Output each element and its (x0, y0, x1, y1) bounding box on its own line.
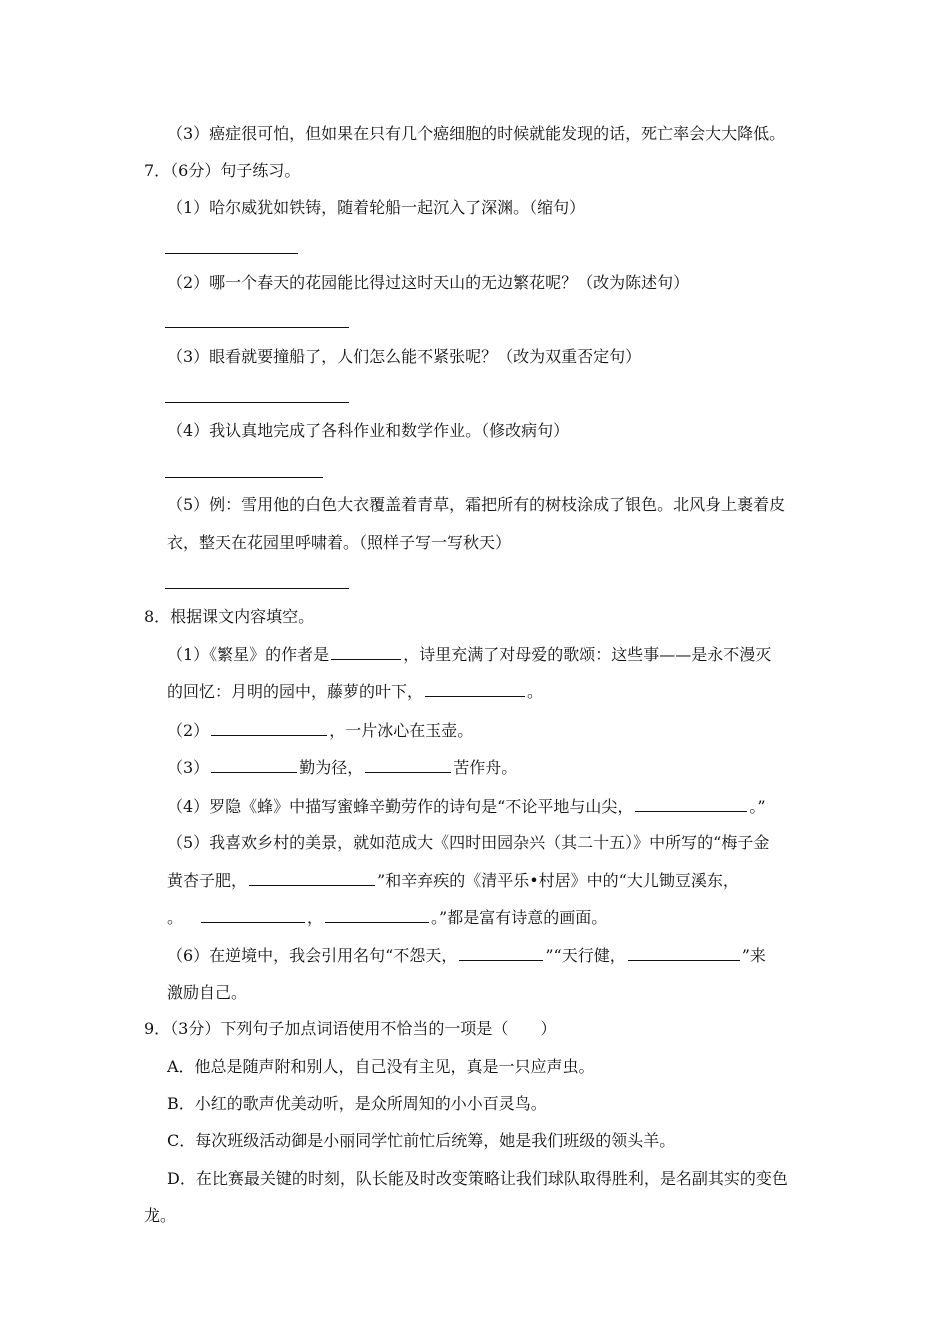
q8-blank-author[interactable] (331, 643, 401, 660)
q8-item5-text-c: ”和辛弃疾的《清平乐•村居》中的“大儿锄豆溪东， (377, 871, 739, 890)
q8-item5-line1: （5）我喜欢乡村的美景，就如范成大《四时田园杂兴（其二十五）》中所写的“梅子金 (167, 833, 770, 852)
q8-item5-text-e: ， (307, 908, 324, 927)
q7-title: 7．（6分）句子练习。 (144, 161, 301, 180)
q8-blank-6a[interactable] (459, 944, 543, 961)
q9-option-c[interactable]: C．每次班级活动御是小丽同学忙前忙后统筹，她是我们班级的领头羊。 (167, 1131, 676, 1150)
q7-answer-line-1[interactable] (165, 253, 298, 254)
q9-option-d-line1[interactable]: D．在比赛最关键的时刻，队长能及时改变策略让我们球队取得胜利，是名副其实的变色 (167, 1169, 788, 1188)
q8-item3-text-c: 苦作舟。 (453, 758, 518, 777)
q8-blank-2[interactable] (211, 719, 327, 736)
q9-option-a[interactable]: A．他总是随声附和别人，自己没有主见，真是一只应声虫。 (167, 1057, 595, 1076)
q8-item4 (167, 795, 766, 818)
q8-blank-4[interactable] (635, 795, 747, 812)
q8-blank-5a[interactable] (249, 869, 375, 886)
q8-blank-3b[interactable] (365, 756, 451, 773)
q9-option-b[interactable]: B．小红的歌声优美动听，是众所周知的小小百灵鸟。 (167, 1094, 547, 1113)
q7-answer-line-4[interactable] (165, 477, 323, 478)
q8-item3-text-a: （3） (167, 758, 210, 777)
q8-item5-line3 (167, 906, 607, 929)
q8-item5-text-b: 黄杏子肥， (167, 871, 248, 890)
q8-item1-text-c: 的回忆：月明的园中，藤萝的叶下， (167, 682, 424, 701)
q8-item2 (167, 719, 473, 742)
q8-item3-text-b: 勤为径， (299, 758, 364, 777)
q7-item5-line1: （5）例：雪用他的白色大衣覆盖着青草，霜把所有的树枝涂成了银色。北风身上裹着皮 (167, 495, 786, 514)
q6-item3: （3）癌症很可怕，但如果在只有几个癌细胞的时候就能发现的话，死亡率会大大降低。 (167, 124, 786, 143)
q8-blank-5c[interactable] (325, 906, 429, 923)
q8-item1-text-b: ，诗里充满了对母爱的歌颂：这些事——是永不漫灭 (403, 645, 772, 664)
q9-option-d-line2: 龙。 (144, 1206, 177, 1225)
q8-blank-5b[interactable] (201, 906, 305, 923)
q8-item3 (167, 756, 517, 779)
q8-item6-text-b: ”“天行健， (545, 946, 626, 965)
q7-item5-line2: 衣，整天在花园里呼啸着。（照样子写一写秋天） (167, 533, 512, 552)
q8-item6-line2: 激励自己。 (167, 983, 248, 1002)
q8-item5-text-f: 。”都是富有诗意的画面。 (431, 908, 608, 927)
q7-item2: （2）哪一个春天的花园能比得过这时天山的无边繁花呢？（改为陈述句） (167, 273, 690, 292)
q8-item4-text-a: （4）罗隐《蜂》中描写蜜蜂辛勤劳作的诗句是“不论平地与山尖， (167, 797, 634, 816)
q8-item6-text-a: （6）在逆境中，我会引用名句“不怨天， (167, 946, 458, 965)
q8-blank-3a[interactable] (211, 756, 297, 773)
q7-item1: （1）哈尔威犹如铁铸，随着轮船一起沉入了深渊。（缩句） (167, 198, 586, 217)
q8-item6-text-c: ”来 (741, 946, 766, 965)
q8-item4-text-b: 。” (749, 797, 766, 816)
q7-item3: （3）眼看就要撞船了，人们怎么能不紧张呢？（改为双重否定句） (167, 347, 642, 366)
q8-item1-line1 (167, 643, 771, 666)
q8-item2-text-a: （2） (167, 721, 210, 740)
q7-item4: （4）我认真地完成了各科作业和数学作业。（修改病句） (167, 421, 570, 440)
q7-answer-line-5[interactable] (165, 588, 349, 589)
q8-item1-text-d: 。 (527, 682, 544, 701)
q8-item5-text-d: 。 (167, 908, 184, 927)
q8-item1-line2 (167, 680, 543, 703)
q8-blank-6b[interactable] (628, 944, 740, 961)
q8-item6-line1 (167, 944, 766, 967)
q7-answer-line-3[interactable] (165, 402, 349, 403)
q7-answer-line-2[interactable] (165, 327, 349, 328)
q8-title: 8．根据课文内容填空。 (144, 607, 315, 626)
q8-item2-text-b: ，一片冰心在玉壶。 (329, 721, 474, 740)
q8-item1-text-a: （1）《繁星》的作者是 (167, 645, 330, 664)
q8-item5-line2 (167, 869, 739, 892)
q8-blank-1b[interactable] (425, 680, 525, 697)
q9-title: 9．（3分）下列句子加点词语使用不恰当的一项是（ ） (144, 1019, 557, 1038)
